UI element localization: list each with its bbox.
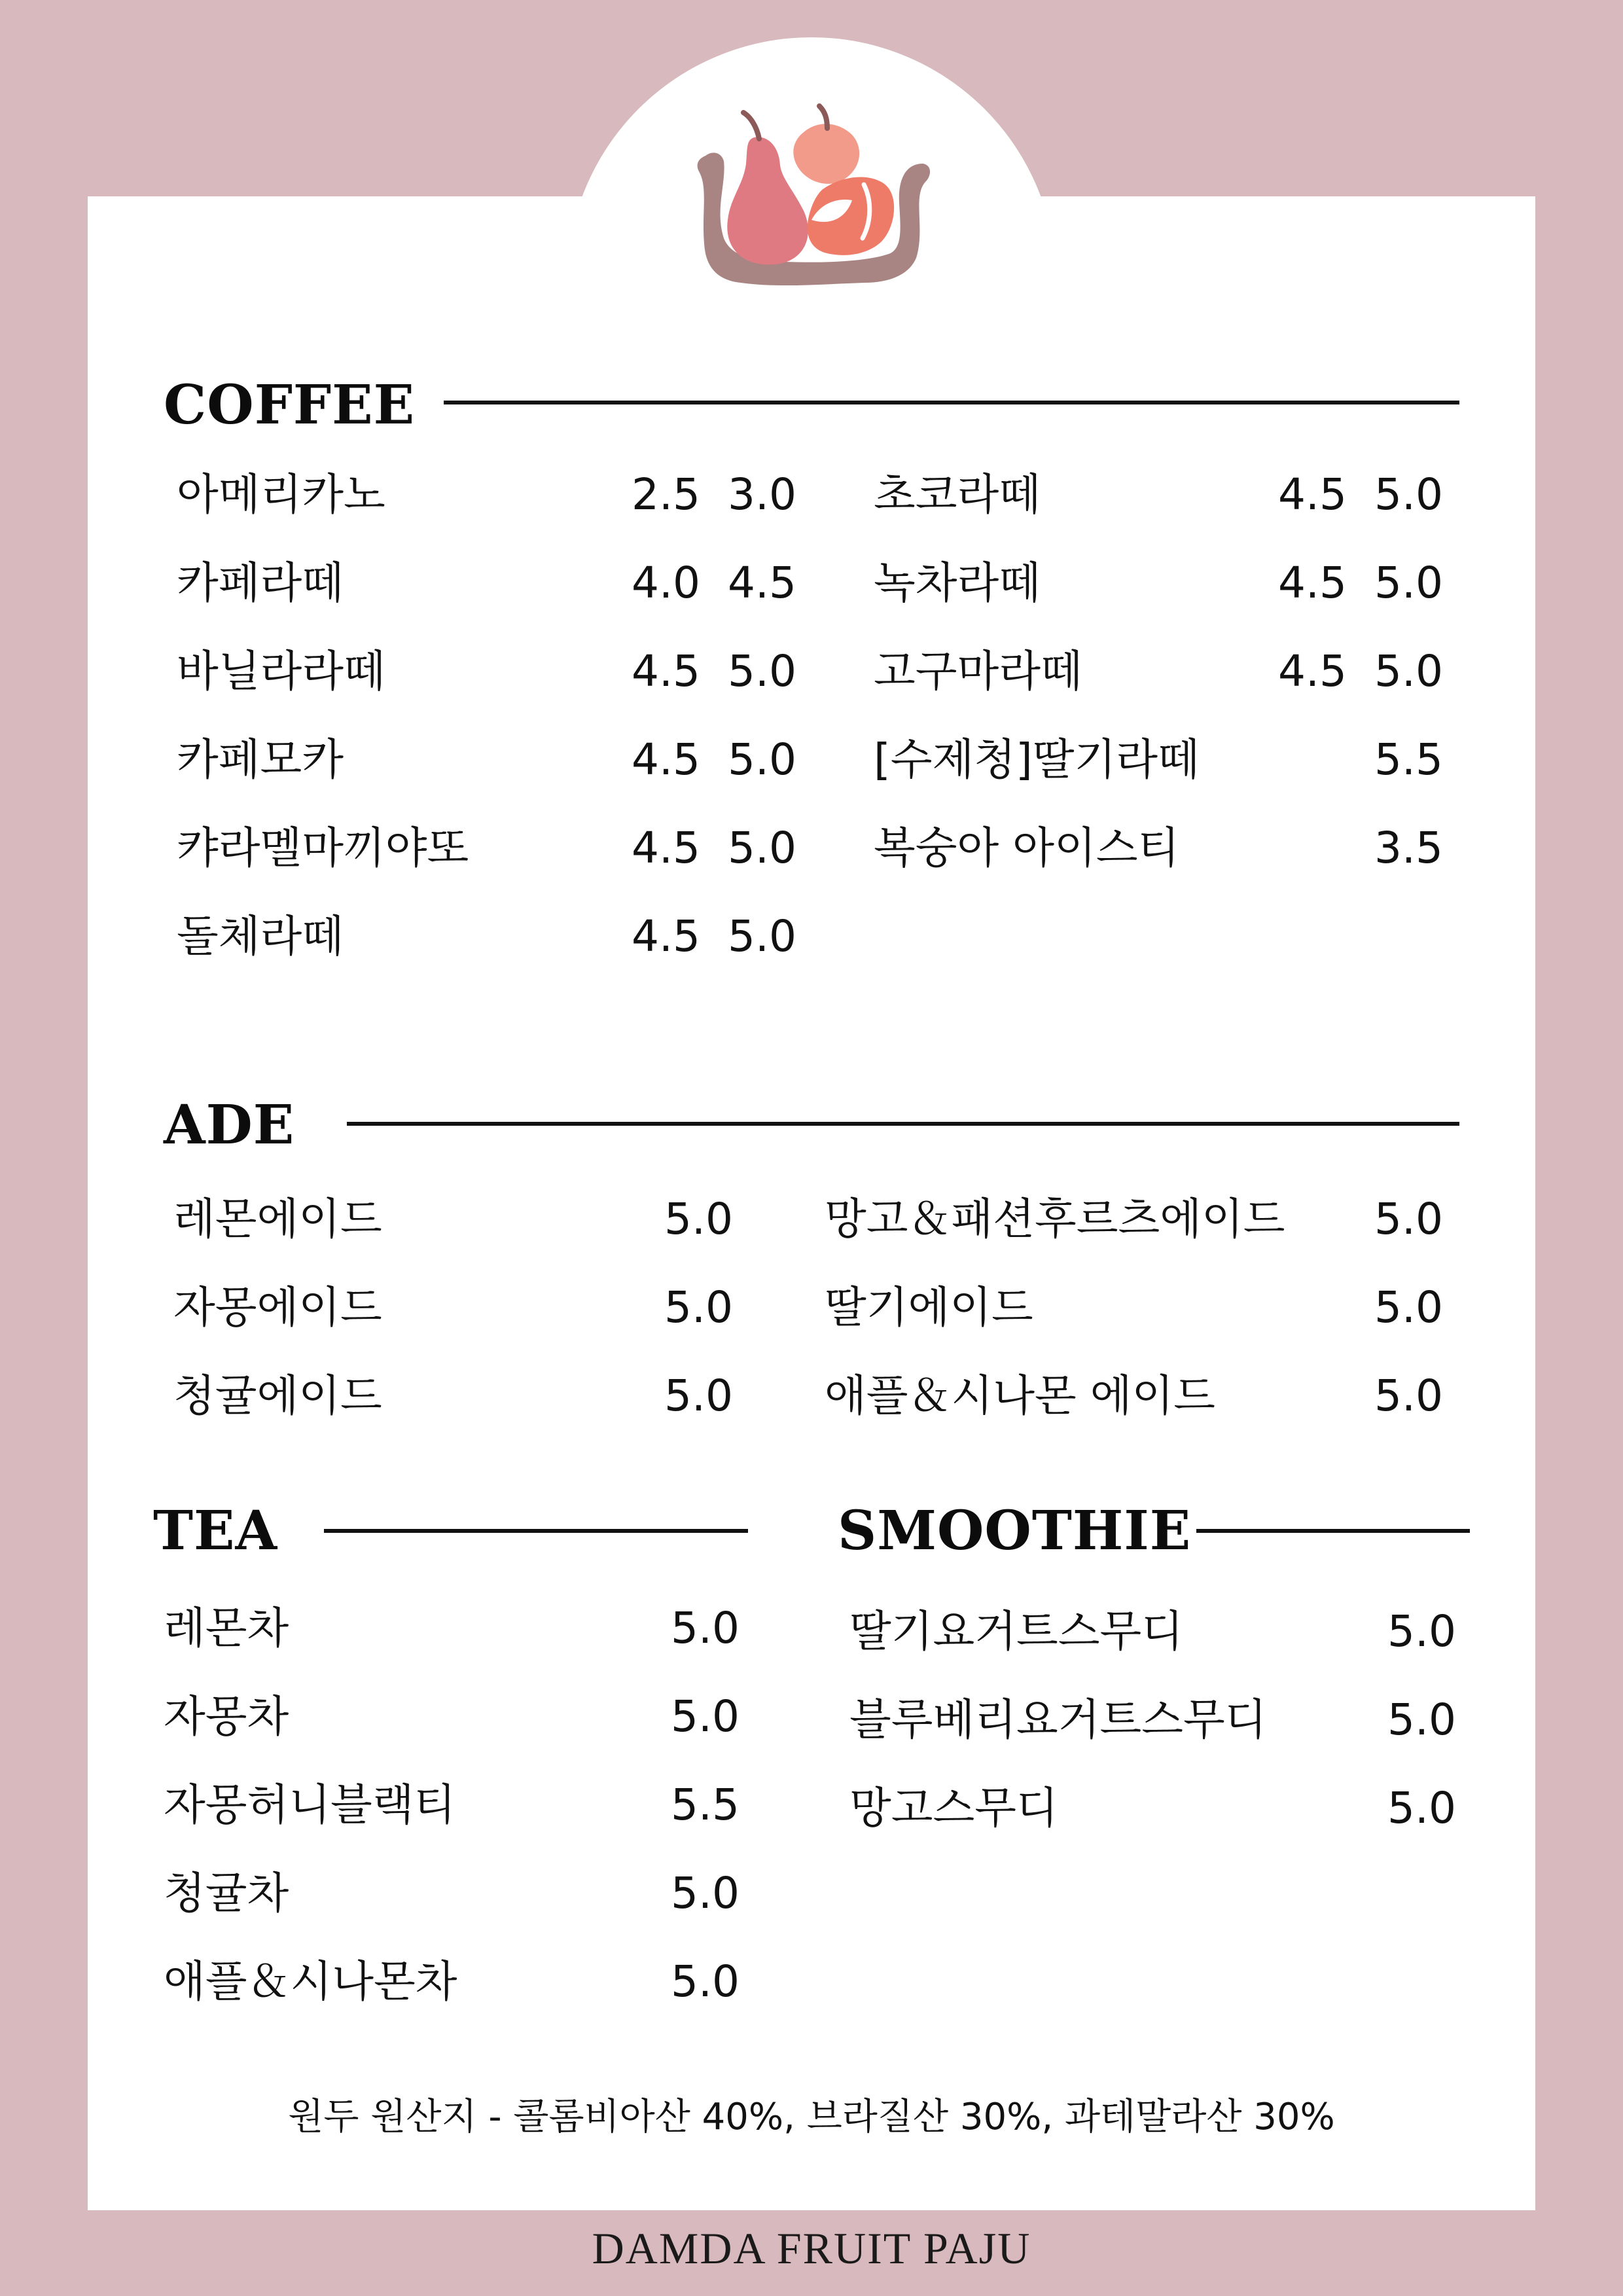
list-item: 딸기요거트스무디 5.0 <box>849 1606 1456 1657</box>
list-item: 돌체라떼 4.5 5.0 <box>177 911 796 961</box>
list-item: 애플＆시나몬 에이드 5.0 <box>825 1371 1443 1421</box>
coffee-right-list <box>874 450 1463 892</box>
list-item: 복숭아 아이스티 3.5 <box>874 823 1443 873</box>
apple-shape <box>793 124 859 184</box>
ade-section-title: ADE <box>164 1094 295 1157</box>
list-item: 청귤에이드 5.0 <box>173 1371 733 1421</box>
list-item: 캬라멜마끼야또 4.5 5.0 <box>177 823 796 873</box>
list-item: 딸기에이드 5.0 <box>825 1282 1443 1333</box>
tea-section-title: TEA <box>153 1499 278 1562</box>
coffee-divider <box>444 401 1459 404</box>
ade-right-list <box>825 1175 1466 1440</box>
tea-list <box>164 1584 753 2026</box>
pear-stem <box>743 113 759 139</box>
ade-left-list <box>173 1175 762 1440</box>
list-item: 아메리카노 2.5 3.0 <box>177 469 796 520</box>
list-item: 블루베리요거트스무디 5.0 <box>849 1695 1456 1745</box>
coffee-section-title: COFFEE <box>164 374 416 437</box>
coffee-left-list <box>177 450 831 980</box>
tea-divider <box>324 1529 748 1533</box>
list-item: 자몽차 5.0 <box>164 1691 740 1742</box>
fruit-bowl-icon <box>681 98 942 295</box>
list-item: 고구마라떼 4.5 5.0 <box>874 646 1443 696</box>
list-item: 애플＆시나몬차 5.0 <box>164 1956 740 2007</box>
list-item: 청귤차 5.0 <box>164 1868 740 1918</box>
list-item: 카페모카 4.5 5.0 <box>177 734 796 785</box>
list-item: 자몽허니블랙티 5.5 <box>164 1780 740 1830</box>
list-item: 녹차라떼 4.5 5.0 <box>874 558 1443 608</box>
list-item: [수제청]딸기라떼 5.5 <box>874 734 1443 785</box>
ade-divider <box>347 1122 1459 1126</box>
brand-name: DAMDA FRUIT PAJU <box>592 2223 1031 2273</box>
list-item: 바닐라라떼 4.5 5.0 <box>177 646 796 696</box>
list-item: 망고＆패션후르츠에이드 5.0 <box>825 1194 1443 1244</box>
list-item: 초코라떼 4.5 5.0 <box>874 469 1443 520</box>
list-item: 망고스무디 5.0 <box>849 1783 1456 1833</box>
list-item: 레몬에이드 5.0 <box>173 1194 733 1244</box>
smoothie-list <box>849 1587 1471 1852</box>
list-item: 카페라떼 4.0 4.5 <box>177 558 796 608</box>
smoothie-divider <box>1196 1529 1470 1533</box>
list-item: 레몬차 5.0 <box>164 1603 740 1653</box>
bean-origin-note: 원두 원산지 - 콜롬비아산 40%, 브라질산 30%, 과테말라산 30% <box>288 2096 1335 2138</box>
list-item: 자몽에이드 5.0 <box>173 1282 733 1333</box>
smoothie-section-title: SMOOTHIE <box>838 1499 1192 1562</box>
